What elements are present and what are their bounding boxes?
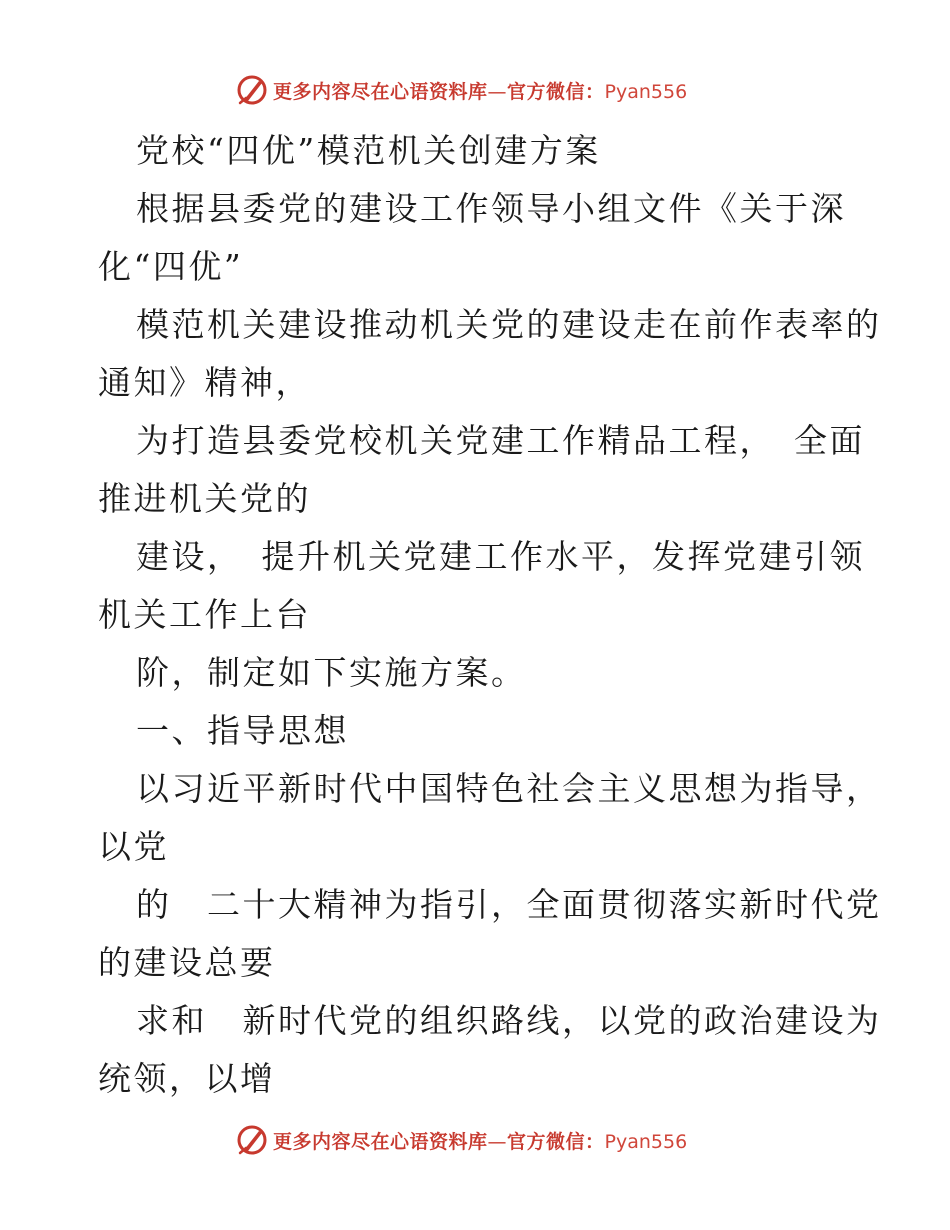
footer-watermark (235, 1123, 687, 1157)
text-line: 以党 (98, 827, 169, 866)
watermark-brand: 更多内容尽在心语资料库 (273, 80, 488, 103)
text-line: 推进机关党的 (98, 479, 311, 518)
text-line: 的建设总要 (98, 943, 276, 982)
watermark-brand: 更多内容尽在心语资料库 (273, 1130, 488, 1153)
text-line: 化“四优” (98, 247, 244, 286)
document-body (98, 122, 882, 1108)
text-line: 通知》精神， (98, 363, 311, 402)
watermark-wechat-id: Pyan556 (604, 80, 688, 103)
text-line: 为打造县委党校机关党建工作精品工程， 全面 (136, 421, 865, 460)
watermark-text (273, 1127, 687, 1154)
watermark-separator: — (487, 1130, 508, 1153)
quill-pen-circle-icon (235, 1123, 269, 1157)
text-line: 机关工作上台 (98, 595, 311, 634)
watermark-separator: — (487, 80, 508, 103)
text-line: 以习近平新时代中国特色社会主义思想为指导， (136, 769, 882, 808)
text-line: 求和 新时代党的组织路线，以党的政治建设为 (136, 1001, 882, 1040)
text-line: 建设， 提升机关党建工作水平，发挥党建引领 (136, 537, 865, 576)
watermark-wechat-id: Pyan556 (604, 1130, 688, 1153)
document-title: 党校“四优”模范机关创建方案 (136, 131, 601, 170)
text-line: 阶，制定如下实施方案。 (136, 653, 527, 692)
watermark-text (273, 77, 687, 104)
section-heading: 一、指导思想 (136, 711, 349, 750)
watermark-wechat-label: 官方微信： (507, 1130, 605, 1153)
watermark-wechat-label: 官方微信： (507, 80, 605, 103)
header-watermark (235, 73, 687, 107)
text-line: 根据县委党的建设工作领导小组文件《关于深 (136, 189, 846, 228)
text-line: 的 二十大精神为指引，全面贯彻落实新时代党 (136, 885, 882, 924)
text-line: 模范机关建设推动机关党的建设走在前作表率的 (136, 305, 882, 344)
quill-pen-circle-icon (235, 73, 269, 107)
text-line: 统领，以增 (98, 1059, 276, 1098)
